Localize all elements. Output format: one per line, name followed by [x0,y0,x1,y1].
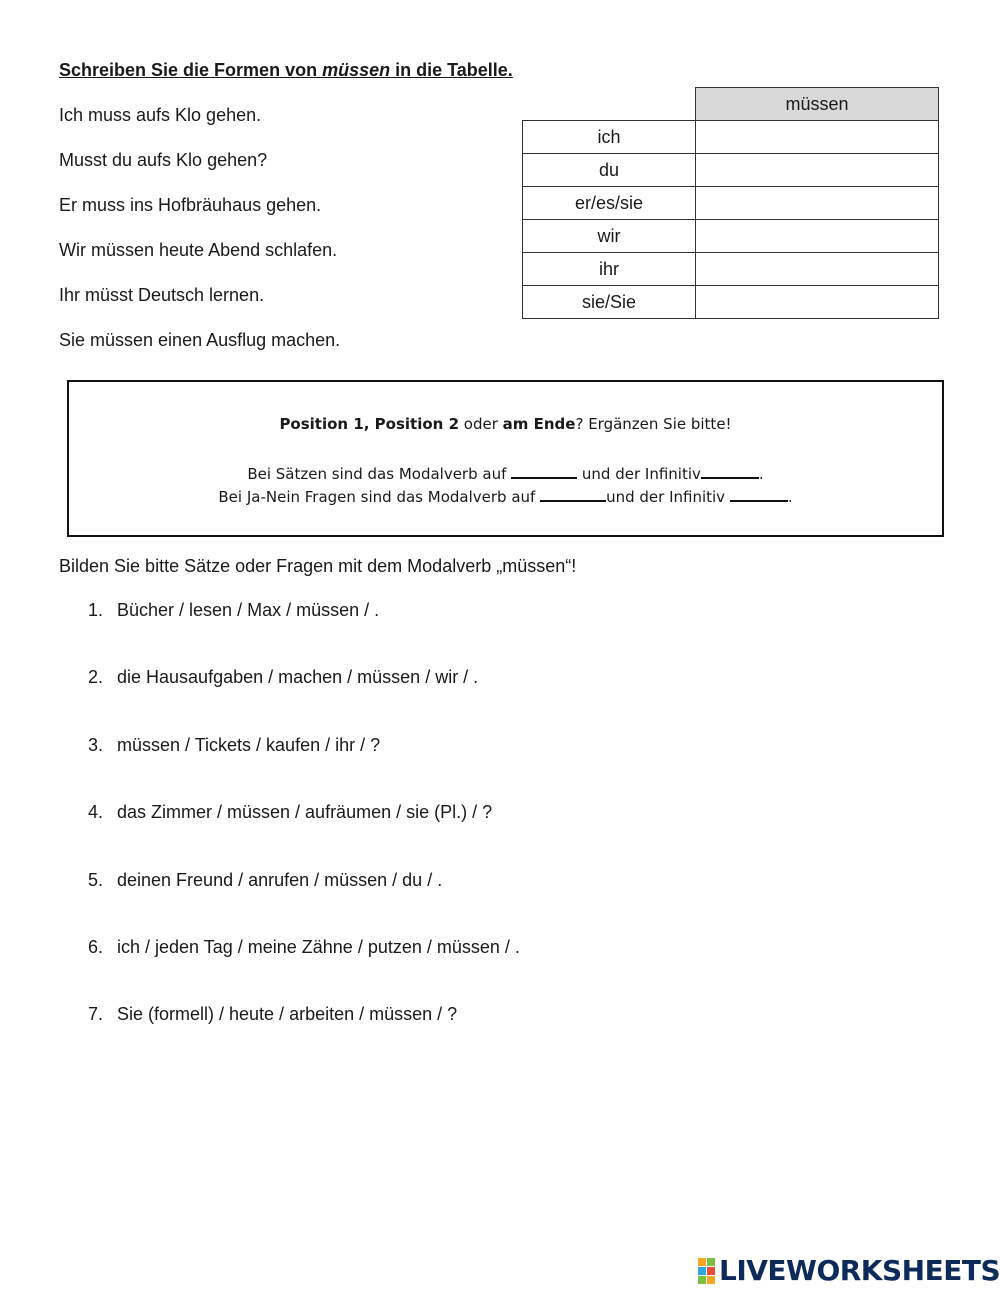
example-sentence: Er muss ins Hofbräuhaus gehen. [59,195,322,215]
instruction-text: Bilden Sie bitte Sätze oder Fragen mit dem Modalverb „müssen“! [59,556,577,576]
rule-line-question: Bei Ja-Nein Fragen sind das Modalverb auf und der Infinitiv . [218,488,793,506]
liveworksheets-logo [698,1256,1000,1286]
table-header-verb: müssen [696,88,939,121]
list-item: 7. Sie (formell) / heute / arbeiten / müssen / ? [88,1004,458,1024]
answer-input-sie-Sie[interactable] [696,286,939,319]
blank-modal-position-statement[interactable] [511,463,577,479]
table-row [523,154,939,187]
pronoun-cell: er/es/sie [523,187,696,220]
blank-infinitive-position-question[interactable] [730,486,788,502]
list-item: 1. Bücher / lesen / Max / müssen / . [88,600,380,620]
example-sentence: Ich muss aufs Klo gehen. [59,105,262,125]
list-item: 4. das Zimmer / müssen / aufräumen / sie (Pl.) / ? [88,802,493,822]
table-row [523,121,939,154]
logo-text: LIVEWORKSHEETS [719,1254,1000,1287]
pronoun-cell: wir [523,220,696,253]
answer-input-wir[interactable] [696,220,939,253]
logo-blocks-icon [698,1258,715,1284]
list-item: 5. deinen Freund / anrufen / müssen / du / . [88,870,443,890]
blank-modal-position-question[interactable] [540,486,606,502]
pronoun-cell: ihr [523,253,696,286]
answer-input-ihr[interactable] [696,253,939,286]
answer-input-er-es-sie[interactable] [696,187,939,220]
answer-input-du[interactable] [696,154,939,187]
example-sentence: Wir müssen heute Abend schlafen. [59,240,338,260]
example-sentence: Sie müssen einen Ausflug machen. [59,330,341,350]
table-row [523,220,939,253]
pronoun-cell: du [523,154,696,187]
table-row [523,253,939,286]
example-sentence: Musst du aufs Klo gehen? [59,150,268,170]
rule-box [67,380,944,537]
conjugation-table [522,87,939,319]
list-item: 6. ich / jeden Tag / meine Zähne / putzen / müssen / . [88,937,520,957]
table-row [523,187,939,220]
table-row [523,286,939,319]
answer-input-ich[interactable] [696,121,939,154]
rule-box-heading: Position 1, Position 2 oder am Ende? Ergänzen Sie bitte! [279,415,732,433]
rule-line-statement: Bei Sätzen sind das Modalverb auf und der Infinitiv . [247,465,764,483]
title-verb: müssen [322,60,391,80]
list-item: 2. die Hausaufgaben / machen / müssen / wir / . [88,667,479,687]
pronoun-cell: ich [523,121,696,154]
example-sentence: Ihr müsst Deutsch lernen. [59,285,265,305]
exercise-title: Schreiben Sie die Formen von müssen in die Tabelle. [59,60,513,80]
blank-infinitive-position-statement[interactable] [701,463,759,479]
list-item: 3. müssen / Tickets / kaufen / ihr / ? [88,735,381,755]
pronoun-cell: sie/Sie [523,286,696,319]
